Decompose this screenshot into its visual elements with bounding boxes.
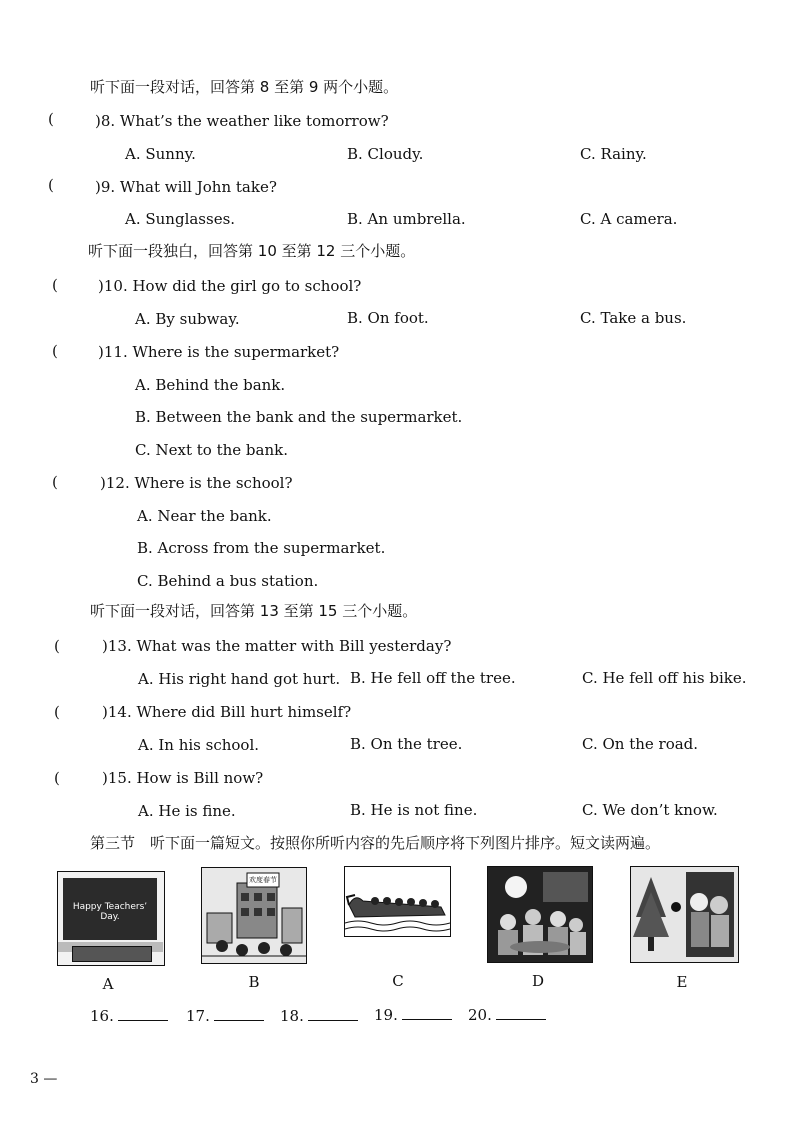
teacher-desk [72,946,152,962]
page-number: 3 — [30,1071,58,1087]
option-c: C. Next to the bank. [135,441,288,459]
blank-line [496,1005,546,1020]
section-heading-13-15: 听下面一段对话，回答第 13 至第 15 三个小题。 [90,602,418,620]
option-c: C. Rainy. [580,145,647,163]
section-heading-10-12: 听下面一段独白，回答第 10 至第 12 三个小题。 [88,242,416,260]
question-stem: )12. Where is the school? [100,474,293,492]
picture-e-christmas [630,866,739,963]
answer-blank-18[interactable] [280,1006,358,1025]
answer-blank-19[interactable] [374,1005,452,1024]
answer-number: 20. [468,1006,492,1024]
festival-sign: 欢度春节 [249,876,277,884]
question-stem: )9. What will John take? [95,178,277,196]
option-c: C. He fell off his bike. [582,669,747,687]
picture-label-b: B [248,973,260,991]
option-a: A. His right hand got hurt. [138,670,341,688]
blackboard-text: Happy Teachers’ Day. [72,902,148,922]
option-b: B. On foot. [347,309,429,327]
option-b: B. On the tree. [350,735,463,753]
option-b: B. An umbrella. [347,210,466,228]
moon-family-icon [488,867,592,962]
answer-blank-20[interactable] [468,1005,546,1024]
option-a: A. Behind the bank. [135,376,286,394]
option-b: B. Between the bank and the supermarket. [135,408,463,426]
picture-b-spring-festival [201,867,307,964]
option-a: A. By subway. [135,310,240,328]
question-stem: )15. How is Bill now? [102,769,264,787]
picture-label-d: D [531,972,545,990]
option-c: C. A camera. [580,210,678,228]
question-stem: )8. What’s the weather like tomorrow? [95,112,389,130]
option-c: C. Behind a bus station. [137,572,319,590]
answer-blank-17[interactable] [186,1006,264,1025]
answer-blank-16[interactable] [90,1006,168,1025]
picture-label-a: A [102,975,114,993]
answer-paren: ( [54,769,60,787]
option-b: B. He is not fine. [350,801,478,819]
answer-number: 18. [280,1007,304,1025]
option-a: A. In his school. [138,736,260,754]
answer-paren: ( [52,276,58,294]
answer-number: 17. [186,1007,210,1025]
option-a: A. Sunglasses. [125,210,236,228]
question-stem: )11. Where is the supermarket? [98,343,340,361]
question-stem: )14. Where did Bill hurt himself? [102,703,352,721]
question-stem: )13. What was the matter with Bill yesterday? [102,637,452,655]
option-c: C. Take a bus. [580,309,687,327]
answer-paren: ( [54,703,60,721]
option-a: A. Near the bank. [137,507,272,525]
answer-paren: ( [48,176,54,194]
option-b: B. He fell off the tree. [350,669,516,687]
option-a: A. He is fine. [138,802,236,820]
answer-paren: ( [48,110,54,128]
blank-line [402,1005,452,1020]
answer-paren: ( [52,473,58,491]
blank-line [308,1006,358,1021]
dragon-boat-icon [345,867,450,936]
blank-line [214,1006,264,1021]
option-c: C. On the road. [582,735,699,753]
option-b: B. Cloudy. [347,145,424,163]
picture-label-c: C [392,972,404,990]
question-stem: )10. How did the girl go to school? [98,277,362,295]
picture-c-dragon-boat [344,866,451,937]
option-b: B. Across from the supermarket. [137,539,386,557]
blank-line [118,1006,168,1021]
section-heading-part3: 第三节 听下面一篇短文。按照你所听内容的先后顺序将下列图片排序。短文读两遍。 [90,834,661,852]
section-heading-8-9: 听下面一段对话，回答第 8 至第 9 两个小题。 [90,78,399,96]
picture-d-mid-autumn [487,866,593,963]
answer-number: 19. [374,1006,398,1024]
option-c: C. We don’t know. [582,801,718,819]
answer-paren: ( [54,637,60,655]
answer-number: 16. [90,1007,114,1025]
option-a: A. Sunny. [125,145,196,163]
picture-a-teachers-day [57,871,165,966]
christmas-scene-icon [631,867,738,962]
picture-label-e: E [676,973,688,991]
answer-paren: ( [52,342,58,360]
